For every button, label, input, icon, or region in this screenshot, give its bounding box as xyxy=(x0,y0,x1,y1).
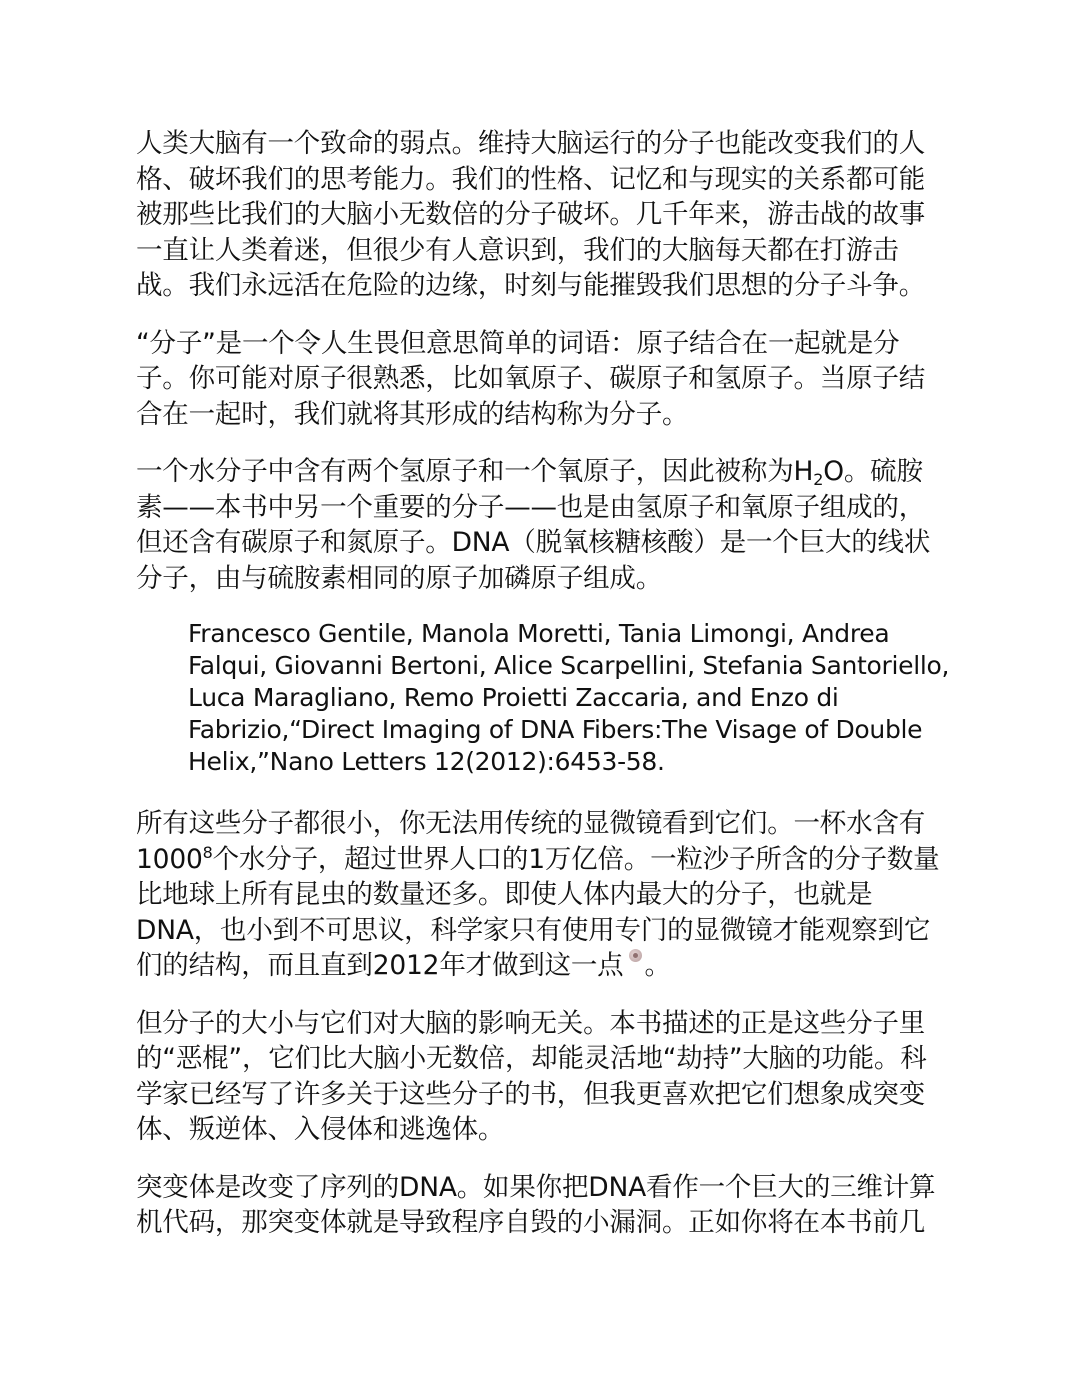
footnote-icon[interactable] xyxy=(629,949,642,962)
paragraph-3-text-b: O。硫胺素——本书中另一个重要的分子——也是由氢原子和氧原子组成的，但还含有碳原子和氮原子。DNA（脱氧核糖核酸）是一个巨大的线状分子，由与硫胺素相同的原子加磷原子组成。 xyxy=(136,456,931,594)
paragraph-4-text-end: 。 xyxy=(644,950,671,981)
citation-block: Francesco Gentile, Manola Moretti, Tania Limongi, Andrea Falqui, Giovanni Bertoni, Alice Scarpellini, Stefania Santoriello, Luca Maragliano, Remo Proietti Zaccaria, and Enzo di Fabrizio,“Direct Imaging of DNA Fibers:The Visage of Double Helix,”Nano Letters 12(2012):6453-58. xyxy=(188,619,950,776)
paragraph-2: “分子”是一个令人生畏但意思简单的词语：原子结合在一起就是分子。你可能对原子很熟悉，比如氧原子、碳原子和氢原子。当原子结合在一起时，我们就将其形成的结构称为分子。 xyxy=(136,327,925,430)
paragraph-6: 突变体是改变了序列的DNA。如果你把DNA看作一个巨大的三维计算机代码，那突变体就是导致程序自毁的小漏洞。正如你将在本书前几 xyxy=(136,1171,936,1238)
paragraph-3-text-a: 一个水分子中含有两个氢原子和一个氧原子，因此被称为H xyxy=(136,456,814,487)
subscript-2: 2 xyxy=(813,470,824,489)
paragraph-5: 但分子的大小与它们对大脑的影响无关。本书描述的正是这些分子里的“恶棍”，它们比大脑小无数倍，却能灵活地“劫持”大脑的功能。科学家已经写了许多关于这些分子的书，但我更喜欢把它们想象成突变体、叛逆体、入侵体和逃逸体。 xyxy=(136,1007,927,1145)
document-page xyxy=(136,126,948,1263)
superscript-8: 8 xyxy=(202,842,213,862)
paragraph-4-text-b: 个水分子，超过世界人口的1万亿倍。一粒沙子所含的分子数量比地球上所有昆虫的数量还多。即使人体内最大的分子，也就是DNA，也小到不可思议，科学家只有使用专门的显微镜才能观察到它们的结构，而且直到2012年才做到这一点 xyxy=(136,843,940,981)
paragraph-3 xyxy=(136,454,948,596)
paragraph-1: 人类大脑有一个致命的弱点。维持大脑运行的分子也能改变我们的人格、破坏我们的思考能力。我们的性格、记忆和与现实的关系都可能被那些比我们的大脑小无数倍的分子破坏。几千年来，游击战的故事一直让人类着迷，但很少有人意识到，我们的大脑每天都在打游击战。我们永远活在危险的边缘，时刻与能摧毁我们思想的分子斗争。 xyxy=(136,128,925,301)
paragraph-4-text-a: 所有这些分子都很小，你无法用传统的显微镜看到它们。一杯水含有1000 xyxy=(136,808,925,875)
paragraph-4 xyxy=(136,806,948,984)
